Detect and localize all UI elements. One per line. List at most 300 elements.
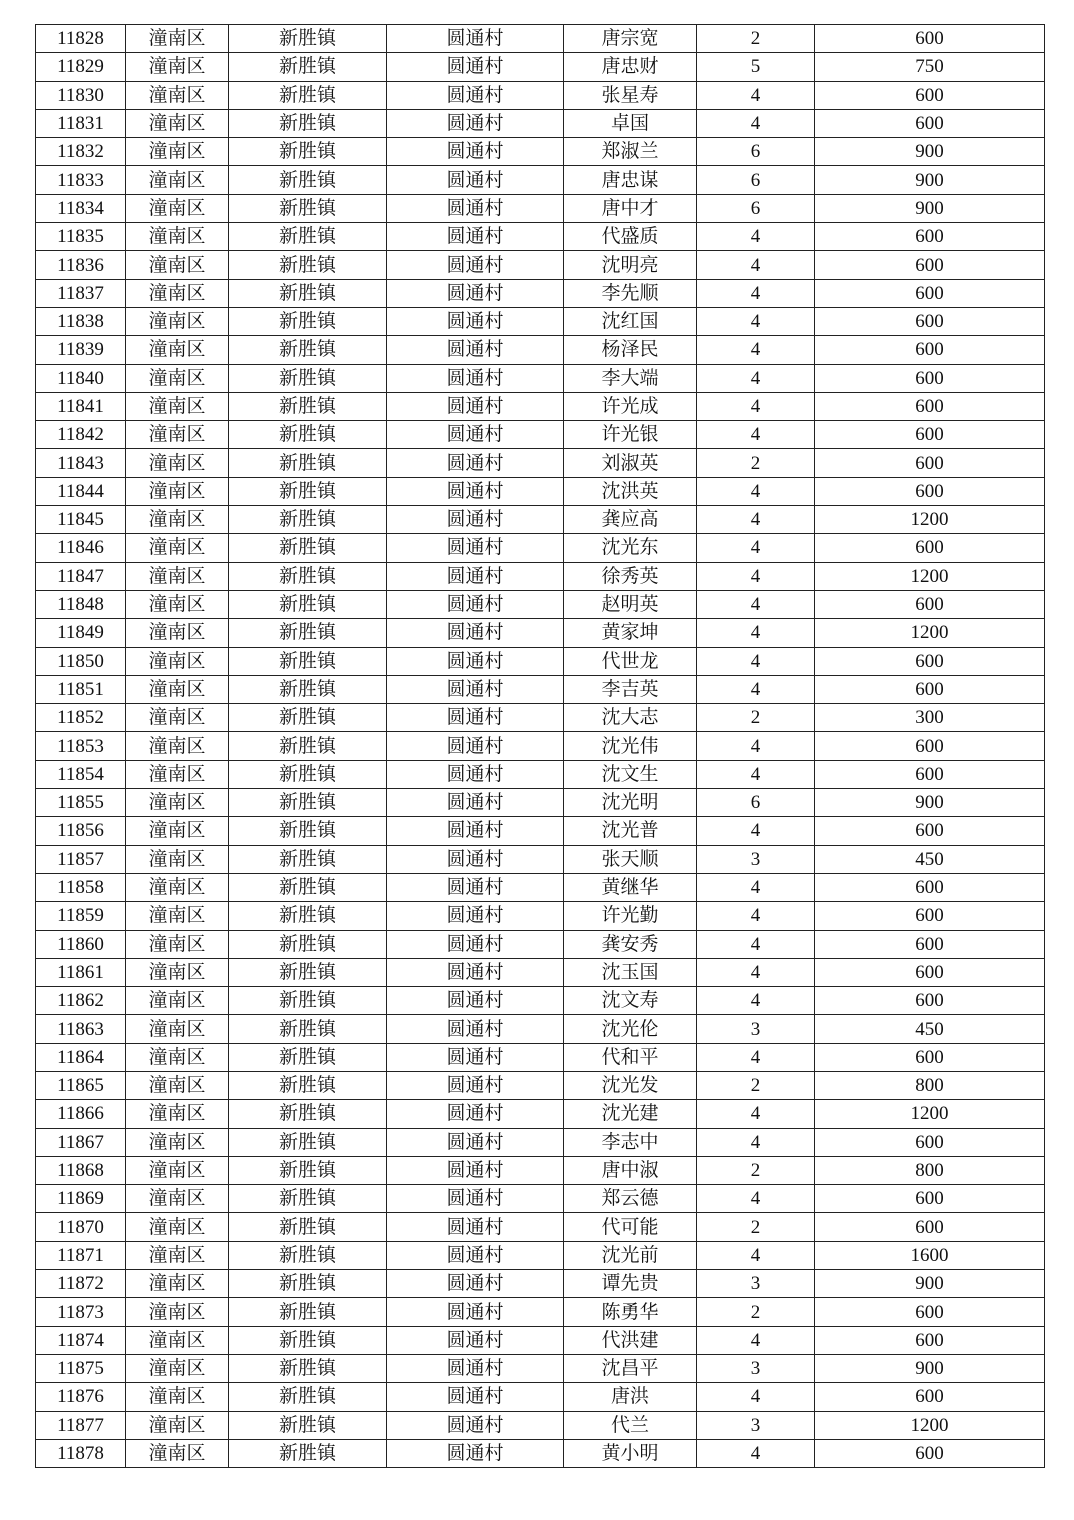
cell-name: 李吉英 [564,675,697,703]
cell-village: 圆通村 [387,53,564,81]
cell-household-size: 4 [697,251,815,279]
cell-district: 潼南区 [126,987,229,1015]
cell-district: 潼南区 [126,336,229,364]
cell-amount: 600 [815,732,1045,760]
cell-district: 潼南区 [126,732,229,760]
cell-amount: 600 [815,902,1045,930]
cell-name: 沈红国 [564,307,697,335]
cell-district: 潼南区 [126,902,229,930]
cell-amount: 900 [815,194,1045,222]
cell-district: 潼南区 [126,647,229,675]
cell-district: 潼南区 [126,760,229,788]
cell-amount: 800 [815,1071,1045,1099]
cell-name: 许光勤 [564,902,697,930]
cell-amount: 600 [815,1043,1045,1071]
cell-name: 唐中淑 [564,1156,697,1184]
cell-district: 潼南区 [126,1185,229,1213]
table-row [36,1326,1045,1354]
table-row [36,930,1045,958]
cell-household-size: 2 [697,449,815,477]
cell-serial-number: 11873 [36,1298,126,1326]
cell-household-size: 3 [697,1015,815,1043]
cell-village: 圆通村 [387,364,564,392]
cell-serial-number: 11875 [36,1354,126,1382]
cell-district: 潼南区 [126,930,229,958]
cell-household-size: 4 [697,1128,815,1156]
cell-name: 龚安秀 [564,930,697,958]
cell-district: 潼南区 [126,1354,229,1382]
cell-name: 代世龙 [564,647,697,675]
cell-name: 谭先贵 [564,1270,697,1298]
cell-district: 潼南区 [126,81,229,109]
table-row [36,279,1045,307]
cell-amount: 600 [815,817,1045,845]
cell-amount: 600 [815,109,1045,137]
cell-district: 潼南区 [126,1128,229,1156]
cell-town: 新胜镇 [229,1071,387,1099]
cell-town: 新胜镇 [229,704,387,732]
cell-town: 新胜镇 [229,1326,387,1354]
cell-town: 新胜镇 [229,392,387,420]
cell-name: 沈光明 [564,789,697,817]
cell-name: 沈光伟 [564,732,697,760]
cell-village: 圆通村 [387,449,564,477]
cell-amount: 600 [815,449,1045,477]
cell-household-size: 4 [697,279,815,307]
cell-name: 代盛质 [564,223,697,251]
cell-household-size: 2 [697,1071,815,1099]
cell-household-size: 2 [697,704,815,732]
cell-district: 潼南区 [126,449,229,477]
cell-serial-number: 11857 [36,845,126,873]
cell-household-size: 4 [697,958,815,986]
cell-serial-number: 11864 [36,1043,126,1071]
cell-household-size: 4 [697,534,815,562]
cell-town: 新胜镇 [229,534,387,562]
cell-serial-number: 11847 [36,562,126,590]
table-row [36,845,1045,873]
cell-name: 沈大志 [564,704,697,732]
cell-amount: 600 [815,1185,1045,1213]
cell-household-size: 3 [697,845,815,873]
cell-amount: 600 [815,647,1045,675]
cell-town: 新胜镇 [229,590,387,618]
table-row [36,1439,1045,1467]
table-row [36,138,1045,166]
table-row [36,675,1045,703]
cell-village: 圆通村 [387,25,564,53]
cell-household-size: 4 [697,930,815,958]
cell-district: 潼南区 [126,675,229,703]
cell-serial-number: 11874 [36,1326,126,1354]
cell-village: 圆通村 [387,1185,564,1213]
table-row [36,307,1045,335]
cell-household-size: 4 [697,81,815,109]
cell-serial-number: 11851 [36,675,126,703]
cell-name: 沈光发 [564,1071,697,1099]
cell-amount: 450 [815,1015,1045,1043]
table-row [36,53,1045,81]
table-row [36,1298,1045,1326]
table-body [36,25,1045,1468]
cell-village: 圆通村 [387,760,564,788]
cell-town: 新胜镇 [229,1128,387,1156]
cell-village: 圆通村 [387,194,564,222]
cell-town: 新胜镇 [229,789,387,817]
cell-household-size: 4 [697,1439,815,1467]
cell-village: 圆通村 [387,534,564,562]
cell-serial-number: 11832 [36,138,126,166]
cell-town: 新胜镇 [229,364,387,392]
cell-town: 新胜镇 [229,873,387,901]
table-row [36,1383,1045,1411]
cell-district: 潼南区 [126,138,229,166]
cell-serial-number: 11830 [36,81,126,109]
cell-name: 唐洪 [564,1383,697,1411]
cell-household-size: 4 [697,336,815,364]
cell-village: 圆通村 [387,817,564,845]
cell-name: 唐中才 [564,194,697,222]
table-row [36,166,1045,194]
cell-household-size: 4 [697,1326,815,1354]
cell-amount: 1200 [815,562,1045,590]
cell-amount: 1200 [815,506,1045,534]
cell-serial-number: 11846 [36,534,126,562]
cell-amount: 600 [815,930,1045,958]
cell-name: 郑淑兰 [564,138,697,166]
cell-village: 圆通村 [387,562,564,590]
cell-town: 新胜镇 [229,1156,387,1184]
cell-district: 潼南区 [126,534,229,562]
cell-town: 新胜镇 [229,1383,387,1411]
cell-household-size: 6 [697,789,815,817]
cell-amount: 1200 [815,1411,1045,1439]
cell-household-size: 4 [697,675,815,703]
cell-town: 新胜镇 [229,421,387,449]
table-row [36,1156,1045,1184]
cell-household-size: 4 [697,647,815,675]
table-row [36,25,1045,53]
cell-town: 新胜镇 [229,279,387,307]
cell-village: 圆通村 [387,1156,564,1184]
cell-town: 新胜镇 [229,845,387,873]
cell-name: 沈光东 [564,534,697,562]
cell-household-size: 4 [697,987,815,1015]
cell-serial-number: 11865 [36,1071,126,1099]
cell-amount: 600 [815,675,1045,703]
cell-name: 沈文寿 [564,987,697,1015]
cell-serial-number: 11845 [36,506,126,534]
cell-village: 圆通村 [387,619,564,647]
cell-town: 新胜镇 [229,647,387,675]
cell-name: 沈洪英 [564,477,697,505]
cell-district: 潼南区 [126,223,229,251]
cell-village: 圆通村 [387,1213,564,1241]
cell-name: 沈光伦 [564,1015,697,1043]
cell-household-size: 6 [697,194,815,222]
cell-district: 潼南区 [126,1213,229,1241]
cell-household-size: 4 [697,506,815,534]
cell-district: 潼南区 [126,392,229,420]
cell-district: 潼南区 [126,1270,229,1298]
cell-household-size: 4 [697,817,815,845]
cell-name: 赵明英 [564,590,697,618]
cell-serial-number: 11860 [36,930,126,958]
cell-amount: 450 [815,845,1045,873]
cell-name: 许光成 [564,392,697,420]
cell-village: 圆通村 [387,307,564,335]
cell-serial-number: 11834 [36,194,126,222]
cell-serial-number: 11854 [36,760,126,788]
cell-district: 潼南区 [126,53,229,81]
cell-name: 张星寿 [564,81,697,109]
cell-amount: 600 [815,534,1045,562]
table-row [36,364,1045,392]
cell-household-size: 4 [697,421,815,449]
cell-district: 潼南区 [126,562,229,590]
cell-serial-number: 11869 [36,1185,126,1213]
cell-name: 郑云德 [564,1185,697,1213]
cell-name: 唐宗宽 [564,25,697,53]
cell-town: 新胜镇 [229,1241,387,1269]
table-row [36,873,1045,901]
cell-town: 新胜镇 [229,1439,387,1467]
table-row [36,704,1045,732]
cell-village: 圆通村 [387,647,564,675]
cell-town: 新胜镇 [229,477,387,505]
cell-serial-number: 11858 [36,873,126,901]
cell-village: 圆通村 [387,1383,564,1411]
table-row [36,590,1045,618]
cell-district: 潼南区 [126,817,229,845]
cell-village: 圆通村 [387,223,564,251]
cell-household-size: 3 [697,1354,815,1382]
cell-household-size: 4 [697,1100,815,1128]
cell-village: 圆通村 [387,166,564,194]
cell-serial-number: 11856 [36,817,126,845]
cell-amount: 900 [815,1354,1045,1382]
cell-town: 新胜镇 [229,1354,387,1382]
cell-amount: 600 [815,1383,1045,1411]
cell-amount: 600 [815,477,1045,505]
cell-amount: 600 [815,364,1045,392]
cell-serial-number: 11848 [36,590,126,618]
cell-household-size: 4 [697,223,815,251]
cell-household-size: 4 [697,307,815,335]
cell-household-size: 4 [697,590,815,618]
cell-amount: 900 [815,138,1045,166]
cell-town: 新胜镇 [229,732,387,760]
cell-household-size: 4 [697,732,815,760]
cell-household-size: 4 [697,364,815,392]
cell-district: 潼南区 [126,704,229,732]
data-table [35,24,1045,1468]
table-row [36,449,1045,477]
cell-amount: 600 [815,1128,1045,1156]
cell-village: 圆通村 [387,902,564,930]
cell-town: 新胜镇 [229,1043,387,1071]
cell-name: 李志中 [564,1128,697,1156]
cell-village: 圆通村 [387,590,564,618]
cell-village: 圆通村 [387,81,564,109]
table-row [36,789,1045,817]
table-row [36,987,1045,1015]
cell-town: 新胜镇 [229,166,387,194]
cell-town: 新胜镇 [229,1015,387,1043]
table-row [36,619,1045,647]
cell-amount: 900 [815,166,1045,194]
cell-village: 圆通村 [387,506,564,534]
cell-town: 新胜镇 [229,619,387,647]
cell-name: 李大端 [564,364,697,392]
cell-amount: 600 [815,251,1045,279]
cell-district: 潼南区 [126,307,229,335]
cell-town: 新胜镇 [229,1270,387,1298]
cell-serial-number: 11855 [36,789,126,817]
cell-village: 圆通村 [387,958,564,986]
cell-village: 圆通村 [387,1241,564,1269]
table-row [36,506,1045,534]
cell-village: 圆通村 [387,1439,564,1467]
cell-village: 圆通村 [387,279,564,307]
table-row [36,392,1045,420]
cell-household-size: 4 [697,873,815,901]
cell-name: 龚应高 [564,506,697,534]
cell-village: 圆通村 [387,251,564,279]
cell-name: 沈昌平 [564,1354,697,1382]
cell-name: 李先顺 [564,279,697,307]
cell-town: 新胜镇 [229,25,387,53]
table-row [36,760,1045,788]
cell-amount: 300 [815,704,1045,732]
cell-village: 圆通村 [387,1015,564,1043]
cell-serial-number: 11870 [36,1213,126,1241]
cell-district: 潼南区 [126,1383,229,1411]
cell-village: 圆通村 [387,845,564,873]
cell-district: 潼南区 [126,1100,229,1128]
cell-town: 新胜镇 [229,251,387,279]
cell-household-size: 3 [697,1270,815,1298]
cell-amount: 800 [815,1156,1045,1184]
cell-household-size: 6 [697,138,815,166]
cell-name: 唐忠谋 [564,166,697,194]
cell-serial-number: 11878 [36,1439,126,1467]
cell-household-size: 2 [697,25,815,53]
cell-amount: 600 [815,223,1045,251]
cell-district: 潼南区 [126,421,229,449]
cell-name: 代和平 [564,1043,697,1071]
cell-name: 沈光前 [564,1241,697,1269]
cell-town: 新胜镇 [229,930,387,958]
cell-household-size: 5 [697,53,815,81]
cell-household-size: 4 [697,1383,815,1411]
cell-name: 徐秀英 [564,562,697,590]
cell-serial-number: 11839 [36,336,126,364]
cell-serial-number: 11877 [36,1411,126,1439]
cell-village: 圆通村 [387,1411,564,1439]
cell-district: 潼南区 [126,1156,229,1184]
cell-amount: 1200 [815,1100,1045,1128]
cell-serial-number: 11868 [36,1156,126,1184]
table-row [36,1071,1045,1099]
cell-amount: 600 [815,1298,1045,1326]
cell-name: 张天顺 [564,845,697,873]
cell-village: 圆通村 [387,930,564,958]
table-row [36,958,1045,986]
cell-name: 黄家坤 [564,619,697,647]
cell-name: 沈光建 [564,1100,697,1128]
cell-town: 新胜镇 [229,109,387,137]
cell-district: 潼南区 [126,194,229,222]
cell-serial-number: 11844 [36,477,126,505]
table-row [36,647,1045,675]
table-row [36,421,1045,449]
cell-district: 潼南区 [126,1015,229,1043]
cell-serial-number: 11850 [36,647,126,675]
cell-district: 潼南区 [126,873,229,901]
cell-village: 圆通村 [387,421,564,449]
cell-household-size: 4 [697,1185,815,1213]
cell-district: 潼南区 [126,364,229,392]
cell-name: 沈明亮 [564,251,697,279]
cell-town: 新胜镇 [229,336,387,364]
cell-town: 新胜镇 [229,194,387,222]
cell-amount: 600 [815,307,1045,335]
table-row [36,1241,1045,1269]
table-row [36,562,1045,590]
cell-district: 潼南区 [126,1071,229,1099]
cell-village: 圆通村 [387,1100,564,1128]
cell-village: 圆通村 [387,1071,564,1099]
cell-town: 新胜镇 [229,562,387,590]
cell-household-size: 4 [697,619,815,647]
cell-town: 新胜镇 [229,760,387,788]
table-row [36,251,1045,279]
cell-serial-number: 11840 [36,364,126,392]
cell-name: 许光银 [564,421,697,449]
cell-village: 圆通村 [387,675,564,703]
cell-town: 新胜镇 [229,1100,387,1128]
cell-district: 潼南区 [126,958,229,986]
cell-serial-number: 11842 [36,421,126,449]
cell-amount: 600 [815,760,1045,788]
cell-district: 潼南区 [126,1298,229,1326]
cell-village: 圆通村 [387,1270,564,1298]
cell-serial-number: 11838 [36,307,126,335]
cell-village: 圆通村 [387,477,564,505]
cell-name: 沈玉国 [564,958,697,986]
cell-serial-number: 11843 [36,449,126,477]
cell-village: 圆通村 [387,109,564,137]
cell-amount: 900 [815,789,1045,817]
cell-village: 圆通村 [387,1128,564,1156]
cell-district: 潼南区 [126,845,229,873]
cell-town: 新胜镇 [229,1213,387,1241]
cell-town: 新胜镇 [229,506,387,534]
cell-amount: 600 [815,25,1045,53]
cell-town: 新胜镇 [229,1411,387,1439]
cell-village: 圆通村 [387,704,564,732]
table-row [36,1185,1045,1213]
cell-name: 黄继华 [564,873,697,901]
cell-serial-number: 11836 [36,251,126,279]
cell-district: 潼南区 [126,789,229,817]
cell-amount: 600 [815,590,1045,618]
cell-household-size: 4 [697,1241,815,1269]
cell-amount: 600 [815,279,1045,307]
cell-village: 圆通村 [387,336,564,364]
cell-district: 潼南区 [126,477,229,505]
